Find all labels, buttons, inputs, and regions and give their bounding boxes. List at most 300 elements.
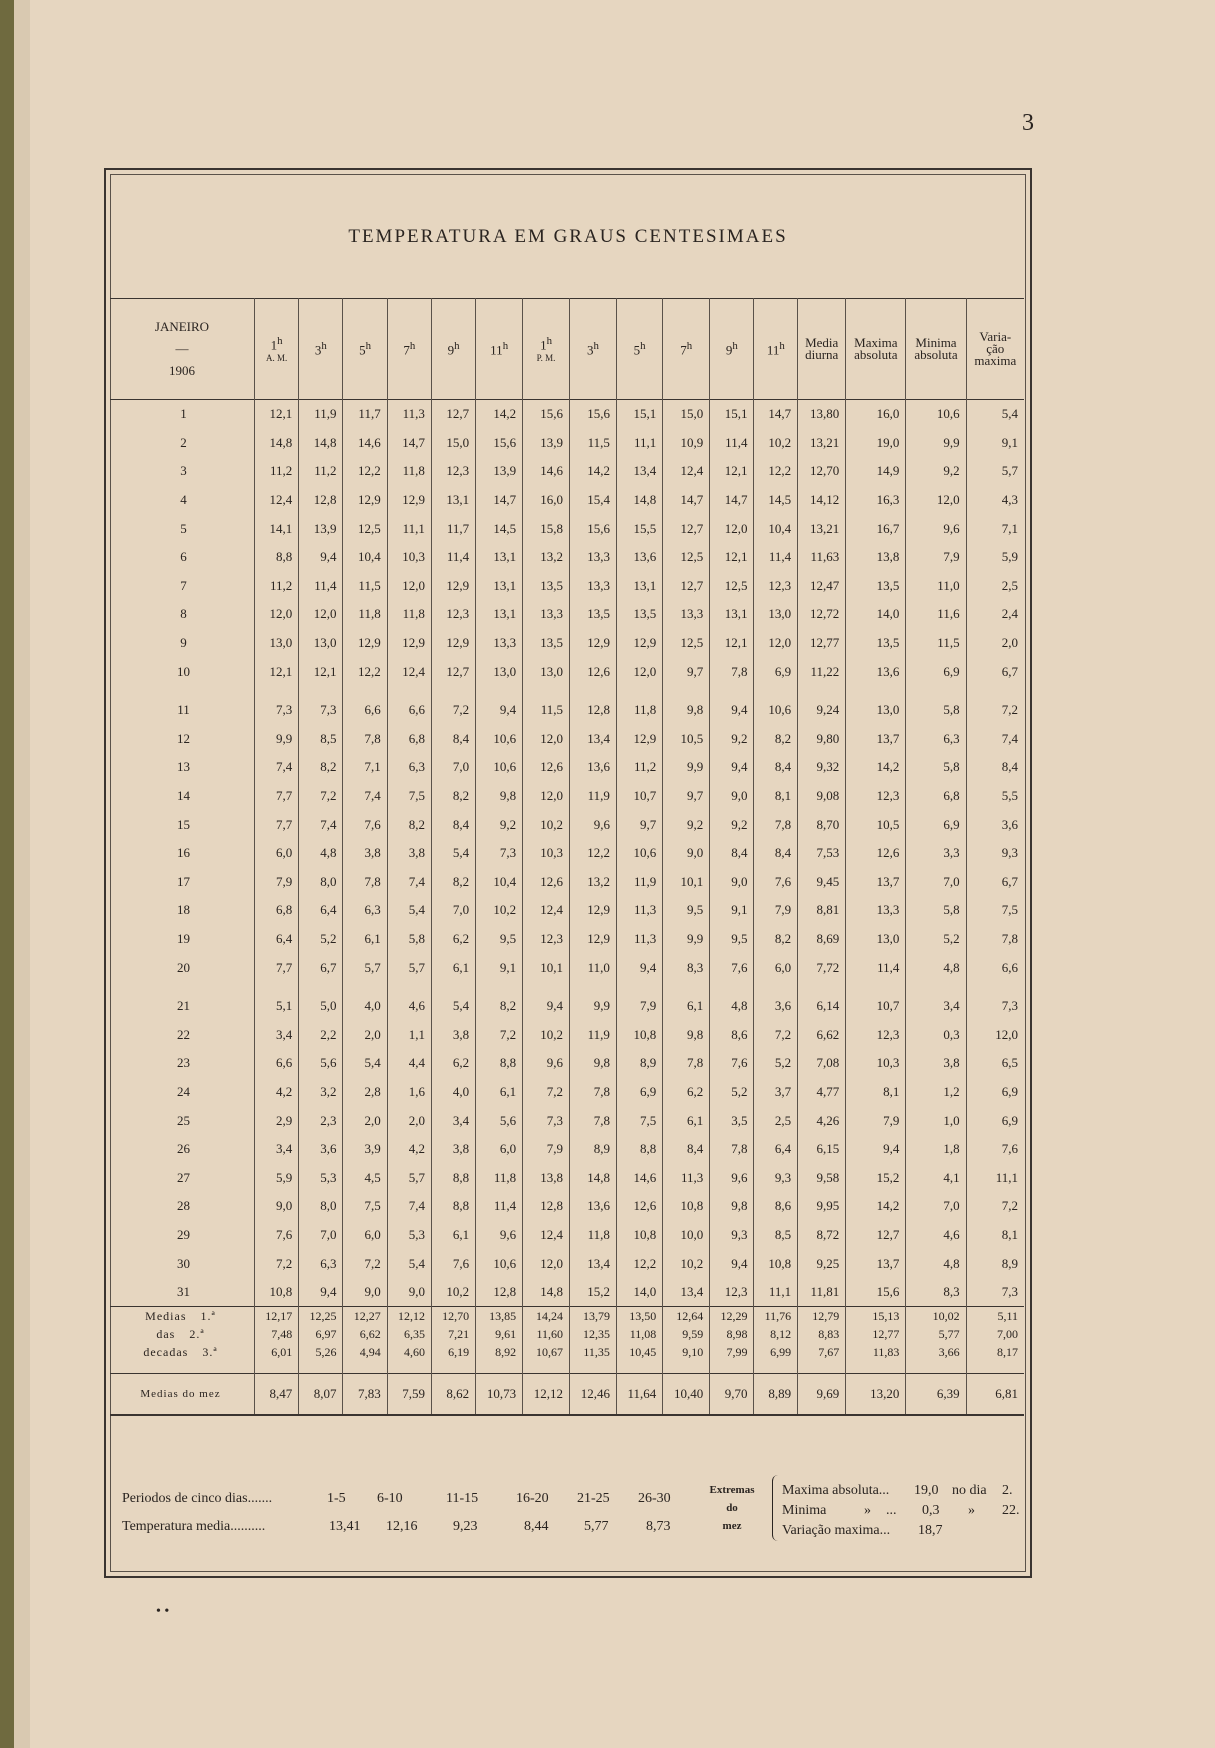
table-cell: 7,53 (798, 839, 846, 868)
table-cell: 9,8 (710, 1192, 754, 1221)
table-cell: 12,0 (966, 1020, 1024, 1049)
table-cell: 11,3 (616, 925, 662, 954)
table-cell: 4,6 (906, 1221, 966, 1250)
gap-cell (387, 686, 431, 696)
period-value: 26-30 (638, 1491, 671, 1506)
table-cell: 7,8 (710, 657, 754, 686)
gap-cell (798, 686, 846, 696)
table-cell: 6,3 (387, 753, 431, 782)
month-mean-cell: 11,64 (616, 1374, 662, 1416)
table-cell: 3,8 (343, 839, 387, 868)
table-cell: 6,1 (476, 1078, 523, 1107)
table-cell: 10,6 (616, 839, 662, 868)
table-cell: 12,5 (710, 572, 754, 601)
table-cell: 7,8 (343, 868, 387, 897)
gap-cell (754, 982, 798, 992)
table-cell: 8,9 (966, 1249, 1024, 1278)
gap-cell (616, 982, 662, 992)
table-cell: 5,7 (343, 953, 387, 982)
table-cell: 5,8 (387, 925, 431, 954)
table-cell: 12,6 (570, 657, 617, 686)
table-row (110, 782, 1024, 811)
table-cell: 6,0 (754, 953, 798, 982)
table-cell: 13,3 (663, 600, 710, 629)
table-cell: 12,8 (476, 1278, 523, 1307)
decade-mean-cell: 8,12 (754, 1325, 798, 1343)
table-cell: 8,4 (710, 839, 754, 868)
table-cell: 8,0 (299, 868, 343, 897)
table-cell: 5,9 (966, 543, 1024, 572)
table-cell: 12,0 (523, 782, 570, 811)
table-cell: 7,2 (255, 1249, 299, 1278)
table-cell: 10,1 (523, 953, 570, 982)
decade-mean-cell: 9,61 (476, 1325, 523, 1343)
table-cell: 11,2 (255, 572, 299, 601)
table-cell: 14,6 (616, 1163, 662, 1192)
table-cell: 6,8 (255, 896, 299, 925)
binding-edge (14, 0, 30, 1748)
table-cell: 3,5 (710, 1106, 754, 1135)
decade-mean-cell: 7,67 (798, 1343, 846, 1361)
table-cell: 5,8 (906, 753, 966, 782)
table-cell: 12,9 (616, 629, 662, 658)
table-cell: 2,0 (387, 1106, 431, 1135)
table-row (110, 696, 1024, 725)
table-cell: 4,8 (710, 992, 754, 1021)
table-cell: 13,0 (299, 629, 343, 658)
table-cell: 6,9 (966, 1106, 1024, 1135)
table-cell: 12,7 (431, 657, 475, 686)
table-cell: 5,7 (387, 1163, 431, 1192)
hour-header: 11$^h$ (476, 299, 523, 400)
table-cell: 11,8 (387, 600, 431, 629)
table-cell: 12,0 (255, 600, 299, 629)
decade-mean-cell: 10,67 (523, 1343, 570, 1361)
table-cell: 10,3 (846, 1049, 906, 1078)
table-cell: 4,1 (906, 1163, 966, 1192)
table-cell: 13,21 (798, 429, 846, 458)
table-cell: 13,4 (663, 1278, 710, 1307)
periods-label: Periodos de cinco dias....... (122, 1491, 273, 1506)
table-cell: 9,0 (343, 1278, 387, 1307)
table-cell: 19,0 (846, 429, 906, 458)
table-cell: 11,7 (343, 400, 387, 429)
day-number: 14 (177, 788, 190, 804)
table-cell: 8,0 (299, 1192, 343, 1221)
table-cell: 15,4 (570, 486, 617, 515)
table-cell: 16,0 (846, 400, 906, 429)
table-cell: 9,6 (570, 810, 617, 839)
table-cell: 11,2 (255, 457, 299, 486)
table-cell: 9,6 (906, 514, 966, 543)
table-cell: 5,6 (476, 1106, 523, 1135)
table-cell: 13,4 (570, 1249, 617, 1278)
table-cell: 7,6 (710, 1049, 754, 1078)
table-cell: 5,5 (966, 782, 1024, 811)
table-cell: 9,4 (846, 1135, 906, 1164)
table-cell: 13,1 (431, 486, 475, 515)
table-cell: 9,4 (476, 696, 523, 725)
day-number: 11 (177, 702, 190, 718)
extremes-brace (772, 1475, 781, 1541)
day-number: 2 (180, 434, 187, 450)
day-number: 22 (177, 1026, 190, 1042)
table-cell: 12,6 (846, 839, 906, 868)
table-cell: 12,47 (798, 572, 846, 601)
table-cell: 6,6 (255, 1049, 299, 1078)
table-cell: 7,3 (255, 696, 299, 725)
table-cell: 9,7 (663, 657, 710, 686)
table-cell: 9,0 (663, 839, 710, 868)
table-cell: 12,9 (570, 896, 617, 925)
table-cell: 14,2 (476, 400, 523, 429)
table-cell: 10,9 (663, 429, 710, 458)
table-cell: 13,6 (570, 1192, 617, 1221)
day-number: 5 (180, 520, 187, 536)
decade-mean-cell: 5,26 (299, 1343, 343, 1361)
day-number: 6 (180, 549, 187, 565)
decade-mean-cell: 8,98 (710, 1325, 754, 1343)
table-cell: 13,0 (754, 600, 798, 629)
table-cell: 13,0 (523, 657, 570, 686)
table-cell: 13,80 (798, 400, 846, 429)
day-number: 24 (177, 1083, 190, 1099)
table-cell: 12,3 (846, 782, 906, 811)
table-frame: TEMPERATURA EM GRAUS CENTESIMAES JANEIRO — 1906 1$^h$ A. M. 3$^h$ 5$^h$ 7$^h$ 9$^h$ 11$^h$ 1$^h$ P. M. 3$^h$ 5$^h$ 7$^h$ 9$^h$ 11$^h$ Media diurna Maxima absoluta Minima absoluta Varia- ção maxima 1 12,1 11,9 11,7 11,3 12,7 14,2 15,6 15,6 15,1 15,0 15,1 14,7 13,80 16,0 10,6 5,4 2 14,8 14,8 14,6 14,7 15,0 15,6 13,9 11,5 11,1 10,9 11,4 10,2 13,21 19,0 9,9 9,1 3 11,2 11,2 12,2 11,8 12,3 13,9 14,6 14,2 13,4 12,4 12,1 12,2 12,70 14,9 9,2 5,7 4 12,4 12,8 12,9 12,9 13,1 14,7 16,0 15,4 14,8 14,7 14,7 14,5 14,12 16,3 12,0 4,3 5 14,1 13,9 12,5 11,1 11,7 14,5 15,8 15,6 15,5 12,7 12,0 10,4 13,21 16,7 9,6 7,1 6 8,8 9,4 10,4 10,3 11,4 13,1 13,2 13,3 13,6 12,5 12,1 11,4 11,63 13,8 7,9 5,9 7 11,2 11,4 11,5 12,0 12,9 13,1 13,5 13,3 13,1 12,7 12,5 12,3 12,47 13,5 11,0 2,5 8 12,0 12,0 11,8 11,8 12,3 13,1 13,3 13,5 13,5 13,3 13,1 13,0 12,72 14,0 11,6 2,4 9 13,0 13,0 12,9 12,9 12,9 13,3 13,5 12,9 12,9 12,5 12,1 12,0 12,77 13,5 11,5 2,0 10 12,1 12,1 12,2 12,4 12,7 13,0 13,0 12,6 12,0 9,7 7,8 6,9 11,22 13,6 6,9 6,7 11 7,3 7,3 6,6 6,6 7,2 9,4 11,5 12,8 11,8 9,8 9,4 10,6 9,24 13,0 5,8 7,2 12 9,9 8,5 7,8 6,8 8,4 10,6 12,0 13,4 12,9 10,5 9,2 8,2 9,80 13,7 6,3 7,4 13 7,4 8,2 7,1 6,3 7,0 10,6 12,6 13,6 11,2 9,9 9,4 8,4 9,32 14,2 5,8 8,4 14 7,7 7,2 7,4 7,5 8,2 9,8 12,0 11,9 10,7 9,7 9,0 8,1 9,08 12,3 6,8 5,5 15 7,7 7,4 7,6 8,2 8,4 9,2 10,2 9,6 9,7 9,2 9,2 7,8 8,70 10,5 6,9 3,6 16 6,0 4,8 3,8 3,8 5,4 7,3 10,3 12,2 10,6 9,0 8,4 8,4 7,53 12,6 3,3 9,3 17 7,9 8,0 7,8 7,4 8,2 10,4 12,6 13,2 11,9 10,1 9,0 7,6 9,45 13,7 7,0 6,7 18 6,8 6,4 6,3 5,4 7,0 10,2 12,4 12,9 11,3 9,5 9,1 7,9 8,81 13,3 5,8 7,5 19 6,4 5,2 6,1 5,8 6,2 9,5 12,3 12,9 11,3 9,9 9,5 8,2 8,69 13,0 5,2 7,8 20 7,7 6,7 5,7 5,7 6,1 9,1 10,1 11,0 9,4 8,3 7,6 6,0 7,72 11,4 4,8 6,6 21 5,1 5,0 4,0 4,6 5,4 8,2 9,4 9,9 7,9 6,1 4,8 3,6 6,14 10,7 3,4 7,3 22 3,4 2,2 2,0 1,1 3,8 7,2 10,2 11,9 10,8 9,8 8,6 7,2 6,62 12,3 0,3 12,0 23 6,6 5,6 5,4 4,4 6,2 8,8 9,6 9,8 8,9 7,8 7,6 5,2 7,08 10,3 3,8 6,5 24 4,2 3,2 2,8 1,6 4,0 6,1 7,2 7,8 6,9 6,2 5,2 3,7 4,77 8,1 1,2 6,9 25 2,9 2,3 2,0 2,0 3,4 5,6 7,3 7,8 7,5 6,1 3,5 2,5 4,26 7,9 1,0 6,9 26 3,4 3,6 3,9 4,2 3,8 6,0 7,9 8,9 8,8 8,4 7,8 6,4 6,15 9,4 1,8 7,6 27 5,9 5,3 4,5 5,7 8,8 11,8 13,8 14,8 14,6 11,3 9,6 9,3 9,58 15,2 4,1 11,1 28 9,0 8,0 7,5 7,4 8,8 11,4 12,8 13,6 12,6 10,8 9,8 8,6 9,95 14,2 7,0 7,2 29 7,6 7,0 6,0 5,3 6,1 9,6 12,4 11,8 10,8 10,0 9,3 8,5 8,72 12,7 4,6 8,1 30 7,2 6,3 7,2 5,4 7,6 10,6 12,0 13,4 12,2 10,2 9,4 10,8 9,25 13,7 4,8 8,9 31 10,8 9,4 9,0 9,0 10,2 12,8 14,8 15,2 14,0 13,4 12,3 11,1 11,81 15,6 8,3 7,3 Medias 1.ª 12,17 12,25 12,27 12,12 12,70 13,85 14,24 13,79 13,50 12,64 12,29 11,76 12,79 15,13 10,02 5,11 das 2.ª 7,48 6,97 6,62 6,35 7,21 9,61 11,60 12,35 11,08 9,59 8,98 8,12 8,83 12,77 5,77 7,00 decadas 3.ª 6,01 5,26 4,94 4,60 6,19 8,92 10,67 11,35 10,45 9,10 7,99 6,99 7,67 11,83 3,66 8,17 Medias do mez 8,47 8,07 7,83 7,59 8,62 10,73 12,12 12,46 11,64 10,40 9,70 8,89 9,69 13,20 6,39 6,81 Periodos de cinco dias....... 1-5 6-10 11-15 16-20 21-25 26-30 Temperatura media.......... 13,41 12,16 9,23 8,44 5,77 8,73 Extremas do mez Maxima absoluta... 19,0 no dia 2. Minima » ... 0,3 » 22. Variação maxima... 18,7 (104, 168, 1032, 1578)
table-cell: 5,3 (299, 1163, 343, 1192)
table-cell: 16,7 (846, 514, 906, 543)
table-cell: 5,7 (966, 457, 1024, 486)
decade-mean-row (110, 1307, 1024, 1326)
table-cell: 2,0 (343, 1020, 387, 1049)
gap-cell (255, 982, 299, 992)
table-cell: 9,4 (299, 1278, 343, 1307)
table-cell: 10,5 (663, 725, 710, 754)
table-cell: 7,2 (966, 696, 1024, 725)
decade-gap (110, 982, 1024, 992)
table-cell: 13,7 (846, 868, 906, 897)
table-cell: 12,4 (387, 657, 431, 686)
table-cell: 12,4 (523, 1221, 570, 1250)
decade-mean-cell: 15,13 (846, 1307, 906, 1326)
period-value: 16-20 (516, 1491, 549, 1506)
table-cell: 6,8 (387, 725, 431, 754)
table-cell: 9,6 (476, 1221, 523, 1250)
table-cell: 12,8 (299, 486, 343, 515)
table-cell: 14,2 (846, 753, 906, 782)
month-mean-cell: 7,59 (387, 1374, 431, 1416)
month-mean-cell: 10,73 (476, 1374, 523, 1416)
gap-cell (663, 686, 710, 696)
table-cell: 6,1 (431, 1221, 475, 1250)
table-cell: 12,9 (387, 486, 431, 515)
table-cell: 2,5 (754, 1106, 798, 1135)
table-cell: 4,77 (798, 1078, 846, 1107)
table-cell: 8,2 (754, 925, 798, 954)
gap-cell (476, 1361, 523, 1374)
table-cell: 3,8 (431, 1135, 475, 1164)
day-number: 28 (177, 1198, 190, 1214)
table-cell: 8,4 (966, 753, 1024, 782)
table-cell: 2,9 (255, 1106, 299, 1135)
table-cell: 14,8 (570, 1163, 617, 1192)
table-cell: 7,6 (255, 1221, 299, 1250)
table-cell: 12,1 (255, 657, 299, 686)
table-cell: 7,8 (343, 725, 387, 754)
variacao-maxima-header: Varia- ção maxima (966, 299, 1024, 400)
table-cell: 14,7 (476, 486, 523, 515)
table-cell: 13,4 (616, 457, 662, 486)
table-cell: 10,2 (431, 1278, 475, 1307)
gap-cell (431, 1361, 475, 1374)
decade-mean-cell: 4,94 (343, 1343, 387, 1361)
table-cell: 8,8 (431, 1163, 475, 1192)
table-cell: 14,8 (616, 486, 662, 515)
decade-mean-row (110, 1343, 1024, 1361)
table-cell: 14,8 (523, 1278, 570, 1307)
table-cell: 9,6 (710, 1163, 754, 1192)
table-cell: 2,4 (966, 600, 1024, 629)
table-cell: 15,6 (476, 429, 523, 458)
decade-label: das 2.ª (156, 1326, 205, 1341)
table-cell: 7,1 (343, 753, 387, 782)
table-cell: 5,4 (387, 1249, 431, 1278)
table-cell: 15,1 (616, 400, 662, 429)
table-cell: 13,1 (476, 572, 523, 601)
table-cell: 7,5 (343, 1192, 387, 1221)
decade-mean-cell: 13,50 (616, 1307, 662, 1326)
table-cell: 8,9 (570, 1135, 617, 1164)
table-cell: 7,9 (754, 896, 798, 925)
table-cell: 13,0 (846, 696, 906, 725)
table-cell: 7,0 (299, 1221, 343, 1250)
decade-gap (110, 686, 1024, 696)
gap-cell (387, 1361, 431, 1374)
table-cell: 10,6 (476, 725, 523, 754)
gap-cell (906, 982, 966, 992)
decade-mean-cell: 10,45 (616, 1343, 662, 1361)
table-cell: 7,9 (616, 992, 662, 1021)
table-cell: 12,0 (523, 1249, 570, 1278)
page-number: 3 (1022, 110, 1034, 136)
table-row (110, 1249, 1024, 1278)
table-cell: 6,9 (754, 657, 798, 686)
table-cell: 12,7 (431, 400, 475, 429)
table-cell: 7,0 (906, 1192, 966, 1221)
table-cell: 6,3 (299, 1249, 343, 1278)
table-row (110, 629, 1024, 658)
table-cell: 12,2 (754, 457, 798, 486)
table-cell: 7,3 (966, 1278, 1024, 1307)
table-cell: 12,0 (523, 725, 570, 754)
day-number: 25 (177, 1112, 190, 1128)
table-cell: 6,3 (906, 725, 966, 754)
table-cell: 10,5 (846, 810, 906, 839)
table-cell: 11,81 (798, 1278, 846, 1307)
gap-cell (387, 982, 431, 992)
table-cell: 4,8 (299, 839, 343, 868)
table-cell: 8,70 (798, 810, 846, 839)
gap-cell (476, 982, 523, 992)
table-row (110, 400, 1024, 429)
table-row (110, 925, 1024, 954)
table-cell: 3,6 (966, 810, 1024, 839)
table-cell: 10,8 (663, 1192, 710, 1221)
table-cell: 13,9 (476, 457, 523, 486)
table-cell: 9,9 (663, 925, 710, 954)
gap-cell (299, 1361, 343, 1374)
table-cell: 10,7 (616, 782, 662, 811)
table-cell: 13,9 (523, 429, 570, 458)
extremes-label: Extremas do mez (709, 1484, 755, 1532)
table-cell: 5,0 (299, 992, 343, 1021)
gap-cell (663, 982, 710, 992)
period-value: 21-25 (577, 1491, 610, 1506)
table-cell: 5,1 (255, 992, 299, 1021)
table-cell: 7,08 (798, 1049, 846, 1078)
gap-cell (710, 982, 754, 992)
table-cell: 5,6 (299, 1049, 343, 1078)
table-cell: 15,8 (523, 514, 570, 543)
day-number: 15 (177, 816, 190, 832)
decade-mean-cell: 12,29 (710, 1307, 754, 1326)
table-cell: 11,0 (570, 953, 617, 982)
gap-cell (663, 1361, 710, 1374)
table-cell: 3,6 (754, 992, 798, 1021)
table-cell: 8,2 (431, 782, 475, 811)
table-cell: 13,1 (476, 600, 523, 629)
table-cell: 10,1 (663, 868, 710, 897)
day-number: 27 (177, 1169, 190, 1185)
table-cell: 5,8 (906, 696, 966, 725)
table-cell: 11,4 (754, 543, 798, 572)
table-cell: 7,1 (966, 514, 1024, 543)
table-cell: 10,6 (476, 753, 523, 782)
table-cell: 10,2 (663, 1249, 710, 1278)
table-cell: 12,0 (906, 486, 966, 515)
table-cell: 15,2 (846, 1163, 906, 1192)
table-cell: 9,9 (255, 725, 299, 754)
table-cell: 11,9 (299, 400, 343, 429)
gap-cell (110, 686, 255, 696)
day-number: 17 (177, 873, 190, 889)
table-cell: 7,3 (476, 839, 523, 868)
table-cell: 11,8 (343, 600, 387, 629)
table-cell: 11,5 (906, 629, 966, 658)
table-cell: 8,6 (710, 1020, 754, 1049)
table-cell: 13,4 (570, 725, 617, 754)
table-cell: 9,58 (798, 1163, 846, 1192)
table-cell: 5,4 (966, 400, 1024, 429)
table-cell: 9,4 (616, 953, 662, 982)
table-cell: 8,6 (754, 1192, 798, 1221)
decade-mean-cell: 6,99 (754, 1343, 798, 1361)
month-mean-cell: 6,39 (906, 1374, 966, 1416)
decade-mean-cell: 8,17 (966, 1343, 1024, 1361)
table-cell: 12,8 (523, 1192, 570, 1221)
table-cell: 7,6 (966, 1135, 1024, 1164)
table-cell: 6,1 (431, 953, 475, 982)
table-cell: 9,95 (798, 1192, 846, 1221)
table-row (110, 896, 1024, 925)
table-cell: 12,8 (570, 696, 617, 725)
table-cell: 12,2 (570, 839, 617, 868)
mean-temperature-label: Temperatura media.......... (122, 1519, 266, 1534)
table-row (110, 457, 1024, 486)
table-cell: 8,8 (255, 543, 299, 572)
media-diurna-header: Media diurna (798, 299, 846, 400)
month-header (110, 299, 255, 400)
table-cell: 6,6 (387, 696, 431, 725)
day-number: 1 (180, 406, 187, 422)
table-cell: 3,9 (343, 1135, 387, 1164)
table-cell: 7,9 (523, 1135, 570, 1164)
gap-cell (616, 686, 662, 696)
table-cell: 5,2 (906, 925, 966, 954)
table-cell: 9,2 (476, 810, 523, 839)
table-cell: 4,2 (387, 1135, 431, 1164)
table-cell: 3,2 (299, 1078, 343, 1107)
table-cell: 6,3 (343, 896, 387, 925)
table-row (110, 810, 1024, 839)
month-mean-cell: 10,40 (663, 1374, 710, 1416)
table-cell: 6,2 (663, 1078, 710, 1107)
table-cell: 12,9 (343, 486, 387, 515)
table-cell: 7,3 (299, 696, 343, 725)
table-cell: 8,2 (476, 992, 523, 1021)
table-cell: 9,08 (798, 782, 846, 811)
gap-cell (255, 686, 299, 696)
table-cell: 9,6 (523, 1049, 570, 1078)
table-cell: 8,69 (798, 925, 846, 954)
table-cell: 4,5 (343, 1163, 387, 1192)
table-cell: 8,81 (798, 896, 846, 925)
table-cell: 11,63 (798, 543, 846, 572)
table-cell: 9,4 (710, 1249, 754, 1278)
gap-cell (570, 982, 617, 992)
table-cell: 15,0 (431, 429, 475, 458)
month-dash: — (175, 341, 189, 356)
gap-cell (906, 1361, 966, 1374)
table-cell: 7,8 (663, 1049, 710, 1078)
table-row (110, 725, 1024, 754)
hour-header: 1$^h$ P. M. (523, 299, 570, 400)
table-cell: 10,2 (523, 810, 570, 839)
table-cell: 12,4 (255, 486, 299, 515)
table-cell: 11,1 (387, 514, 431, 543)
hour-header: 7$^h$ (387, 299, 431, 400)
day-number: 29 (177, 1226, 190, 1242)
table-body (110, 400, 1024, 1416)
table-cell: 5,4 (387, 896, 431, 925)
table-cell: 7,2 (299, 782, 343, 811)
decade-mean-cell: 8,92 (476, 1343, 523, 1361)
decade-mean-cell: 6,35 (387, 1325, 431, 1343)
table-cell: 1,8 (906, 1135, 966, 1164)
table-cell: 6,4 (754, 1135, 798, 1164)
table-cell: 12,0 (387, 572, 431, 601)
table-cell: 9,5 (476, 925, 523, 954)
gap-cell (616, 1361, 662, 1374)
table-cell: 7,7 (255, 782, 299, 811)
maxima-absoluta-header: Maxima absoluta (846, 299, 906, 400)
gap-cell (754, 686, 798, 696)
table-cell: 5,4 (431, 839, 475, 868)
table-cell: 7,7 (255, 810, 299, 839)
decade-mean-cell: 12,35 (570, 1325, 617, 1343)
table-cell: 6,6 (966, 953, 1024, 982)
table-cell: 6,15 (798, 1135, 846, 1164)
